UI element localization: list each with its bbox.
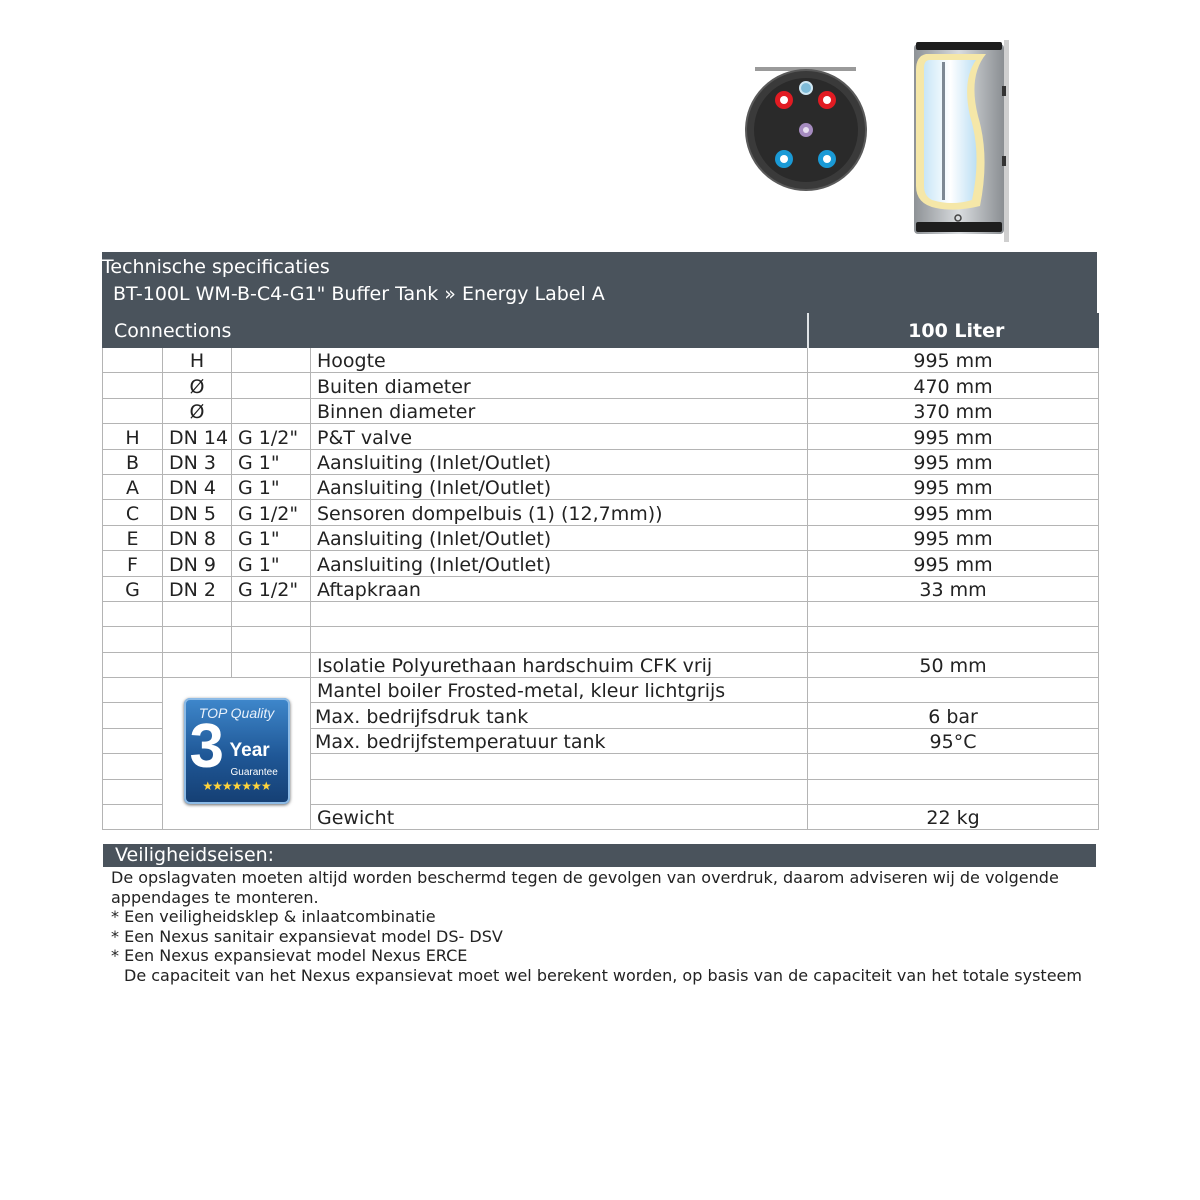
badge-top-text: TOP Quality bbox=[198, 705, 275, 722]
code-cell: F bbox=[103, 551, 163, 576]
safety-intro: De opslagvaten moeten altijd worden beschermd tegen de gevolgen van overdruk, daarom adviseren wij de volgende appendages te monteren. bbox=[111, 868, 1059, 907]
table-row bbox=[103, 576, 1099, 601]
table-row bbox=[103, 652, 1099, 677]
badge-guarantee: Guarantee bbox=[230, 767, 278, 779]
dn-cell: DN 3 bbox=[163, 449, 232, 474]
connections-label: Connections bbox=[103, 314, 808, 348]
size-cell: G 1/2" bbox=[232, 500, 311, 525]
safety-item: * Een Nexus sanitair expansievat model DS- DSV bbox=[111, 926, 503, 946]
dn-cell: DN 5 bbox=[163, 500, 232, 525]
spec-header bbox=[102, 252, 1097, 313]
table-header-row bbox=[103, 314, 1099, 348]
table-row-empty bbox=[103, 627, 1099, 652]
sensor-top-icon bbox=[800, 82, 812, 94]
table-row bbox=[103, 678, 1099, 703]
buffer-tank-image bbox=[906, 36, 1016, 246]
size-cell: G 1" bbox=[232, 474, 311, 499]
size-cell: G 1" bbox=[232, 449, 311, 474]
dn-cell: Ø bbox=[163, 398, 232, 423]
value-cell: 370 mm bbox=[808, 398, 1099, 423]
value-cell: 995 mm bbox=[808, 449, 1099, 474]
code-cell bbox=[103, 398, 163, 423]
size-cell bbox=[232, 373, 311, 398]
table-row bbox=[103, 525, 1099, 550]
size-cell: G 1" bbox=[232, 525, 311, 550]
size-cell: G 1/2" bbox=[232, 576, 311, 601]
code-cell: H bbox=[103, 424, 163, 449]
mantel-label: Mantel boiler Frosted-metal, kleur lichtgrijs bbox=[311, 678, 808, 703]
value-cell: 995 mm bbox=[808, 424, 1099, 449]
gewicht-label: Gewicht bbox=[311, 805, 808, 830]
dn-cell: DN 9 bbox=[163, 551, 232, 576]
tank-top-view-diagram bbox=[740, 36, 870, 196]
gewicht-value: 22 kg bbox=[808, 805, 1099, 830]
druk-value: 6 bar bbox=[808, 703, 1099, 728]
value-cell: 995 mm bbox=[808, 348, 1099, 373]
dn-cell: Ø bbox=[163, 373, 232, 398]
temp-value: 95°C bbox=[808, 728, 1099, 753]
safety-item: * Een Nexus expansievat model Nexus ERCE bbox=[111, 946, 468, 966]
temp-label: Max. bedrijfstemperatuur tank bbox=[311, 728, 808, 753]
spec-title: Technische specificaties bbox=[102, 256, 330, 278]
guarantee-badge-cell bbox=[163, 678, 311, 830]
desc-cell: Buiten diameter bbox=[311, 373, 808, 398]
table-row bbox=[103, 500, 1099, 525]
safety-header bbox=[103, 844, 1096, 867]
badge-year: Year bbox=[229, 740, 270, 762]
isolatie-label: Isolatie Polyurethaan hardschuim CFK vrij bbox=[311, 652, 808, 677]
spec-table bbox=[102, 313, 1099, 830]
dn-cell: DN 8 bbox=[163, 525, 232, 550]
value-cell: 995 mm bbox=[808, 525, 1099, 550]
size-cell bbox=[232, 348, 311, 373]
dn-cell: H bbox=[163, 348, 232, 373]
table-row bbox=[103, 424, 1099, 449]
desc-cell: Aansluiting (Inlet/Outlet) bbox=[311, 449, 808, 474]
table-row-empty bbox=[103, 601, 1099, 626]
dn-cell: DN 14 bbox=[163, 424, 232, 449]
isolatie-value: 50 mm bbox=[808, 652, 1099, 677]
table-row bbox=[103, 398, 1099, 423]
value-cell: 995 mm bbox=[808, 500, 1099, 525]
desc-cell: Sensoren dompelbuis (1) (12,7mm)) bbox=[311, 500, 808, 525]
desc-cell: P&T valve bbox=[311, 424, 808, 449]
code-cell: E bbox=[103, 525, 163, 550]
badge-stars-icon: ★★★★★★★ bbox=[202, 779, 271, 794]
table-row bbox=[103, 348, 1099, 373]
dn-cell: DN 4 bbox=[163, 474, 232, 499]
product-name: BT-100L WM-B-C4-G1" Buffer Tank » Energy Label A bbox=[113, 283, 605, 305]
desc-cell: Aftapkraan bbox=[311, 576, 808, 601]
code-cell bbox=[103, 373, 163, 398]
value-cell: 995 mm bbox=[808, 474, 1099, 499]
code-cell: B bbox=[103, 449, 163, 474]
table-row bbox=[103, 373, 1099, 398]
code-cell: C bbox=[103, 500, 163, 525]
safety-item: * Een veiligheidsklep & inlaatcombinatie bbox=[111, 907, 436, 927]
table-row bbox=[103, 449, 1099, 474]
druk-label: Max. bedrijfsdruk tank bbox=[311, 703, 808, 728]
safety-note: De capaciteit van het Nexus expansievat moet wel berekent worden, op basis van de capaciteit van het totale systeem bbox=[124, 965, 1082, 985]
size-cell bbox=[232, 398, 311, 423]
safety-text bbox=[111, 868, 1091, 986]
capacity-label: 100 Liter bbox=[808, 314, 1099, 348]
guarantee-badge bbox=[184, 698, 290, 804]
value-cell: 33 mm bbox=[808, 576, 1099, 601]
value-cell: 470 mm bbox=[808, 373, 1099, 398]
desc-cell: Aansluiting (Inlet/Outlet) bbox=[311, 525, 808, 550]
code-cell: A bbox=[103, 474, 163, 499]
desc-cell: Binnen diameter bbox=[311, 398, 808, 423]
desc-cell: Aansluiting (Inlet/Outlet) bbox=[311, 551, 808, 576]
table-row bbox=[103, 551, 1099, 576]
value-cell: 995 mm bbox=[808, 551, 1099, 576]
code-cell bbox=[103, 348, 163, 373]
size-cell: G 1" bbox=[232, 551, 311, 576]
desc-cell: Aansluiting (Inlet/Outlet) bbox=[311, 474, 808, 499]
safety-title: Veiligheidseisen: bbox=[115, 844, 275, 866]
desc-cell: Hoogte bbox=[311, 348, 808, 373]
code-cell: G bbox=[103, 576, 163, 601]
badge-number: 3 bbox=[189, 712, 224, 782]
dn-cell: DN 2 bbox=[163, 576, 232, 601]
table-row bbox=[103, 474, 1099, 499]
size-cell: G 1/2" bbox=[232, 424, 311, 449]
